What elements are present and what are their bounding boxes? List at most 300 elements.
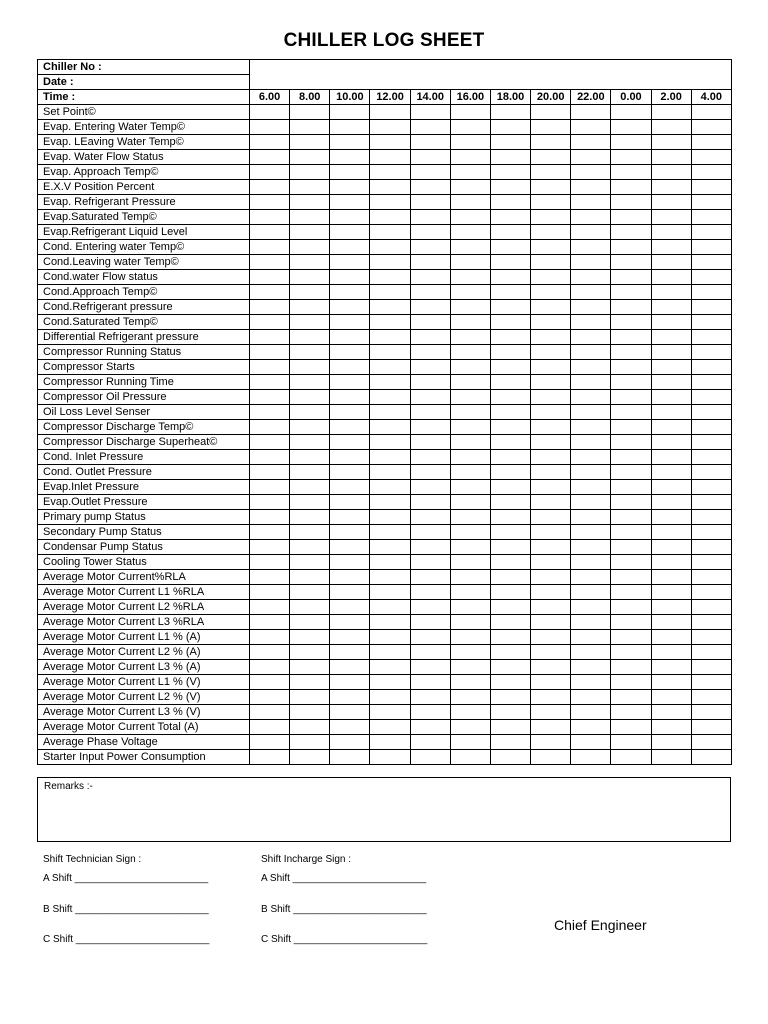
reading-cell[interactable] <box>691 270 731 285</box>
reading-cell[interactable] <box>370 180 410 195</box>
reading-cell[interactable] <box>290 750 330 765</box>
reading-cell[interactable] <box>450 390 490 405</box>
reading-cell[interactable] <box>611 525 651 540</box>
reading-cell[interactable] <box>370 225 410 240</box>
reading-cell[interactable] <box>651 480 691 495</box>
reading-cell[interactable] <box>370 105 410 120</box>
reading-cell[interactable] <box>290 360 330 375</box>
reading-cell[interactable] <box>490 180 530 195</box>
reading-cell[interactable] <box>531 150 571 165</box>
incharge-c-shift-line[interactable]: C Shift ________________________ <box>261 934 428 945</box>
reading-cell[interactable] <box>691 315 731 330</box>
reading-cell[interactable] <box>370 735 410 750</box>
reading-cell[interactable] <box>531 420 571 435</box>
reading-cell[interactable] <box>490 210 530 225</box>
reading-cell[interactable] <box>490 195 530 210</box>
reading-cell[interactable] <box>691 690 731 705</box>
reading-cell[interactable] <box>410 660 450 675</box>
reading-cell[interactable] <box>290 525 330 540</box>
reading-cell[interactable] <box>571 360 611 375</box>
reading-cell[interactable] <box>330 465 370 480</box>
reading-cell[interactable] <box>450 585 490 600</box>
reading-cell[interactable] <box>330 375 370 390</box>
reading-cell[interactable] <box>450 120 490 135</box>
reading-cell[interactable] <box>691 420 731 435</box>
reading-cell[interactable] <box>290 210 330 225</box>
reading-cell[interactable] <box>691 525 731 540</box>
reading-cell[interactable] <box>410 345 450 360</box>
reading-cell[interactable] <box>250 150 290 165</box>
reading-cell[interactable] <box>651 345 691 360</box>
reading-cell[interactable] <box>370 210 410 225</box>
reading-cell[interactable] <box>531 600 571 615</box>
reading-cell[interactable] <box>571 345 611 360</box>
reading-cell[interactable] <box>330 600 370 615</box>
reading-cell[interactable] <box>691 720 731 735</box>
reading-cell[interactable] <box>490 630 530 645</box>
reading-cell[interactable] <box>330 135 370 150</box>
reading-cell[interactable] <box>611 615 651 630</box>
reading-cell[interactable] <box>290 720 330 735</box>
reading-cell[interactable] <box>330 120 370 135</box>
reading-cell[interactable] <box>531 105 571 120</box>
reading-cell[interactable] <box>450 735 490 750</box>
reading-cell[interactable] <box>571 600 611 615</box>
reading-cell[interactable] <box>410 375 450 390</box>
reading-cell[interactable] <box>691 135 731 150</box>
reading-cell[interactable] <box>611 315 651 330</box>
reading-cell[interactable] <box>290 150 330 165</box>
reading-cell[interactable] <box>290 555 330 570</box>
reading-cell[interactable] <box>651 600 691 615</box>
reading-cell[interactable] <box>250 735 290 750</box>
reading-cell[interactable] <box>410 510 450 525</box>
reading-cell[interactable] <box>531 540 571 555</box>
reading-cell[interactable] <box>571 285 611 300</box>
reading-cell[interactable] <box>611 300 651 315</box>
reading-cell[interactable] <box>531 480 571 495</box>
reading-cell[interactable] <box>531 465 571 480</box>
reading-cell[interactable] <box>571 195 611 210</box>
reading-cell[interactable] <box>250 285 290 300</box>
reading-cell[interactable] <box>330 300 370 315</box>
reading-cell[interactable] <box>571 255 611 270</box>
reading-cell[interactable] <box>490 465 530 480</box>
reading-cell[interactable] <box>611 135 651 150</box>
reading-cell[interactable] <box>410 540 450 555</box>
reading-cell[interactable] <box>531 330 571 345</box>
reading-cell[interactable] <box>330 165 370 180</box>
reading-cell[interactable] <box>450 210 490 225</box>
reading-cell[interactable] <box>651 405 691 420</box>
reading-cell[interactable] <box>531 270 571 285</box>
reading-cell[interactable] <box>330 690 370 705</box>
reading-cell[interactable] <box>651 540 691 555</box>
reading-cell[interactable] <box>531 210 571 225</box>
incharge-a-shift-line[interactable]: A Shift ________________________ <box>261 873 427 884</box>
reading-cell[interactable] <box>370 315 410 330</box>
reading-cell[interactable] <box>290 465 330 480</box>
reading-cell[interactable] <box>611 420 651 435</box>
reading-cell[interactable] <box>450 750 490 765</box>
reading-cell[interactable] <box>531 705 571 720</box>
reading-cell[interactable] <box>250 195 290 210</box>
reading-cell[interactable] <box>450 300 490 315</box>
reading-cell[interactable] <box>611 270 651 285</box>
reading-cell[interactable] <box>290 570 330 585</box>
reading-cell[interactable] <box>450 315 490 330</box>
reading-cell[interactable] <box>250 540 290 555</box>
reading-cell[interactable] <box>651 285 691 300</box>
reading-cell[interactable] <box>330 735 370 750</box>
reading-cell[interactable] <box>290 615 330 630</box>
reading-cell[interactable] <box>290 705 330 720</box>
reading-cell[interactable] <box>450 480 490 495</box>
reading-cell[interactable] <box>450 240 490 255</box>
technician-c-shift-line[interactable]: C Shift ________________________ <box>43 934 210 945</box>
reading-cell[interactable] <box>571 510 611 525</box>
reading-cell[interactable] <box>290 480 330 495</box>
reading-cell[interactable] <box>531 225 571 240</box>
reading-cell[interactable] <box>330 540 370 555</box>
reading-cell[interactable] <box>611 345 651 360</box>
reading-cell[interactable] <box>330 285 370 300</box>
reading-cell[interactable] <box>571 270 611 285</box>
reading-cell[interactable] <box>571 390 611 405</box>
reading-cell[interactable] <box>370 435 410 450</box>
reading-cell[interactable] <box>531 450 571 465</box>
reading-cell[interactable] <box>370 165 410 180</box>
reading-cell[interactable] <box>370 195 410 210</box>
reading-cell[interactable] <box>651 195 691 210</box>
reading-cell[interactable] <box>330 435 370 450</box>
reading-cell[interactable] <box>410 150 450 165</box>
reading-cell[interactable] <box>450 450 490 465</box>
reading-cell[interactable] <box>290 600 330 615</box>
reading-cell[interactable] <box>370 600 410 615</box>
reading-cell[interactable] <box>490 330 530 345</box>
reading-cell[interactable] <box>571 630 611 645</box>
reading-cell[interactable] <box>450 420 490 435</box>
reading-cell[interactable] <box>611 210 651 225</box>
reading-cell[interactable] <box>651 270 691 285</box>
reading-cell[interactable] <box>410 585 450 600</box>
reading-cell[interactable] <box>651 675 691 690</box>
reading-cell[interactable] <box>611 435 651 450</box>
reading-cell[interactable] <box>571 735 611 750</box>
reading-cell[interactable] <box>611 225 651 240</box>
reading-cell[interactable] <box>370 240 410 255</box>
reading-cell[interactable] <box>571 585 611 600</box>
reading-cell[interactable] <box>611 195 651 210</box>
reading-cell[interactable] <box>531 570 571 585</box>
reading-cell[interactable] <box>490 240 530 255</box>
reading-cell[interactable] <box>410 330 450 345</box>
reading-cell[interactable] <box>651 465 691 480</box>
reading-cell[interactable] <box>571 105 611 120</box>
reading-cell[interactable] <box>410 120 450 135</box>
reading-cell[interactable] <box>250 330 290 345</box>
reading-cell[interactable] <box>651 240 691 255</box>
reading-cell[interactable] <box>691 585 731 600</box>
reading-cell[interactable] <box>531 435 571 450</box>
reading-cell[interactable] <box>450 540 490 555</box>
reading-cell[interactable] <box>531 630 571 645</box>
reading-cell[interactable] <box>450 660 490 675</box>
reading-cell[interactable] <box>691 210 731 225</box>
reading-cell[interactable] <box>290 735 330 750</box>
reading-cell[interactable] <box>250 390 290 405</box>
reading-cell[interactable] <box>450 165 490 180</box>
reading-cell[interactable] <box>531 645 571 660</box>
reading-cell[interactable] <box>651 135 691 150</box>
reading-cell[interactable] <box>691 240 731 255</box>
reading-cell[interactable] <box>370 495 410 510</box>
reading-cell[interactable] <box>531 135 571 150</box>
reading-cell[interactable] <box>450 150 490 165</box>
reading-cell[interactable] <box>330 195 370 210</box>
reading-cell[interactable] <box>531 360 571 375</box>
reading-cell[interactable] <box>490 510 530 525</box>
reading-cell[interactable] <box>450 180 490 195</box>
reading-cell[interactable] <box>370 660 410 675</box>
reading-cell[interactable] <box>691 570 731 585</box>
reading-cell[interactable] <box>250 435 290 450</box>
reading-cell[interactable] <box>330 315 370 330</box>
reading-cell[interactable] <box>651 705 691 720</box>
reading-cell[interactable] <box>290 165 330 180</box>
reading-cell[interactable] <box>410 630 450 645</box>
reading-cell[interactable] <box>490 360 530 375</box>
reading-cell[interactable] <box>290 195 330 210</box>
reading-cell[interactable] <box>651 105 691 120</box>
reading-cell[interactable] <box>571 120 611 135</box>
reading-cell[interactable] <box>490 705 530 720</box>
reading-cell[interactable] <box>370 255 410 270</box>
reading-cell[interactable] <box>250 615 290 630</box>
reading-cell[interactable] <box>330 525 370 540</box>
reading-cell[interactable] <box>450 135 490 150</box>
reading-cell[interactable] <box>330 225 370 240</box>
reading-cell[interactable] <box>330 750 370 765</box>
reading-cell[interactable] <box>370 330 410 345</box>
reading-cell[interactable] <box>250 660 290 675</box>
reading-cell[interactable] <box>490 300 530 315</box>
reading-cell[interactable] <box>450 330 490 345</box>
reading-cell[interactable] <box>410 465 450 480</box>
reading-cell[interactable] <box>450 720 490 735</box>
reading-cell[interactable] <box>370 525 410 540</box>
reading-cell[interactable] <box>410 300 450 315</box>
reading-cell[interactable] <box>651 210 691 225</box>
reading-cell[interactable] <box>330 390 370 405</box>
reading-cell[interactable] <box>531 675 571 690</box>
reading-cell[interactable] <box>691 615 731 630</box>
reading-cell[interactable] <box>490 345 530 360</box>
reading-cell[interactable] <box>651 375 691 390</box>
reading-cell[interactable] <box>531 375 571 390</box>
reading-cell[interactable] <box>571 180 611 195</box>
reading-cell[interactable] <box>611 360 651 375</box>
reading-cell[interactable] <box>611 510 651 525</box>
reading-cell[interactable] <box>490 540 530 555</box>
reading-cell[interactable] <box>651 360 691 375</box>
reading-cell[interactable] <box>450 285 490 300</box>
reading-cell[interactable] <box>651 165 691 180</box>
reading-cell[interactable] <box>691 195 731 210</box>
reading-cell[interactable] <box>490 645 530 660</box>
reading-cell[interactable] <box>490 690 530 705</box>
reading-cell[interactable] <box>490 165 530 180</box>
reading-cell[interactable] <box>611 105 651 120</box>
reading-cell[interactable] <box>571 720 611 735</box>
reading-cell[interactable] <box>651 630 691 645</box>
reading-cell[interactable] <box>531 585 571 600</box>
reading-cell[interactable] <box>651 645 691 660</box>
reading-cell[interactable] <box>571 495 611 510</box>
reading-cell[interactable] <box>250 225 290 240</box>
reading-cell[interactable] <box>490 105 530 120</box>
reading-cell[interactable] <box>250 465 290 480</box>
reading-cell[interactable] <box>611 255 651 270</box>
reading-cell[interactable] <box>531 510 571 525</box>
reading-cell[interactable] <box>290 120 330 135</box>
reading-cell[interactable] <box>571 570 611 585</box>
reading-cell[interactable] <box>250 300 290 315</box>
reading-cell[interactable] <box>490 150 530 165</box>
reading-cell[interactable] <box>571 465 611 480</box>
reading-cell[interactable] <box>611 690 651 705</box>
reading-cell[interactable] <box>330 330 370 345</box>
reading-cell[interactable] <box>410 690 450 705</box>
reading-cell[interactable] <box>691 645 731 660</box>
reading-cell[interactable] <box>571 435 611 450</box>
reading-cell[interactable] <box>450 690 490 705</box>
reading-cell[interactable] <box>611 390 651 405</box>
reading-cell[interactable] <box>370 375 410 390</box>
reading-cell[interactable] <box>490 750 530 765</box>
reading-cell[interactable] <box>330 405 370 420</box>
reading-cell[interactable] <box>250 105 290 120</box>
reading-cell[interactable] <box>611 675 651 690</box>
reading-cell[interactable] <box>330 510 370 525</box>
reading-cell[interactable] <box>330 630 370 645</box>
reading-cell[interactable] <box>290 675 330 690</box>
reading-cell[interactable] <box>250 705 290 720</box>
reading-cell[interactable] <box>250 645 290 660</box>
reading-cell[interactable] <box>370 120 410 135</box>
reading-cell[interactable] <box>531 120 571 135</box>
reading-cell[interactable] <box>410 615 450 630</box>
reading-cell[interactable] <box>490 120 530 135</box>
reading-cell[interactable] <box>290 645 330 660</box>
reading-cell[interactable] <box>290 270 330 285</box>
reading-cell[interactable] <box>651 420 691 435</box>
reading-cell[interactable] <box>571 660 611 675</box>
reading-cell[interactable] <box>370 300 410 315</box>
reading-cell[interactable] <box>410 420 450 435</box>
reading-cell[interactable] <box>410 195 450 210</box>
reading-cell[interactable] <box>330 105 370 120</box>
reading-cell[interactable] <box>410 735 450 750</box>
reading-cell[interactable] <box>410 705 450 720</box>
reading-cell[interactable] <box>691 540 731 555</box>
reading-cell[interactable] <box>611 150 651 165</box>
reading-cell[interactable] <box>571 330 611 345</box>
reading-cell[interactable] <box>490 555 530 570</box>
reading-cell[interactable] <box>250 450 290 465</box>
reading-cell[interactable] <box>490 675 530 690</box>
reading-cell[interactable] <box>691 600 731 615</box>
reading-cell[interactable] <box>651 615 691 630</box>
reading-cell[interactable] <box>370 420 410 435</box>
reading-cell[interactable] <box>691 105 731 120</box>
reading-cell[interactable] <box>250 675 290 690</box>
reading-cell[interactable] <box>691 495 731 510</box>
reading-cell[interactable] <box>691 120 731 135</box>
reading-cell[interactable] <box>651 225 691 240</box>
reading-cell[interactable] <box>691 165 731 180</box>
technician-a-shift-line[interactable]: A Shift ________________________ <box>43 873 209 884</box>
reading-cell[interactable] <box>450 495 490 510</box>
reading-cell[interactable] <box>250 315 290 330</box>
reading-cell[interactable] <box>651 390 691 405</box>
reading-cell[interactable] <box>531 195 571 210</box>
reading-cell[interactable] <box>531 180 571 195</box>
reading-cell[interactable] <box>450 105 490 120</box>
reading-cell[interactable] <box>691 555 731 570</box>
reading-cell[interactable] <box>370 480 410 495</box>
reading-cell[interactable] <box>290 300 330 315</box>
reading-cell[interactable] <box>691 735 731 750</box>
reading-cell[interactable] <box>450 360 490 375</box>
reading-cell[interactable] <box>611 480 651 495</box>
reading-cell[interactable] <box>531 390 571 405</box>
reading-cell[interactable] <box>290 285 330 300</box>
reading-cell[interactable] <box>490 480 530 495</box>
reading-cell[interactable] <box>571 210 611 225</box>
reading-cell[interactable] <box>531 735 571 750</box>
reading-cell[interactable] <box>250 135 290 150</box>
reading-cell[interactable] <box>370 285 410 300</box>
reading-cell[interactable] <box>490 495 530 510</box>
reading-cell[interactable] <box>410 255 450 270</box>
reading-cell[interactable] <box>571 675 611 690</box>
reading-cell[interactable] <box>490 135 530 150</box>
reading-cell[interactable] <box>531 615 571 630</box>
reading-cell[interactable] <box>290 540 330 555</box>
reading-cell[interactable] <box>611 495 651 510</box>
reading-cell[interactable] <box>490 570 530 585</box>
reading-cell[interactable] <box>330 615 370 630</box>
reading-cell[interactable] <box>450 255 490 270</box>
reading-cell[interactable] <box>490 585 530 600</box>
reading-cell[interactable] <box>290 315 330 330</box>
reading-cell[interactable] <box>450 375 490 390</box>
reading-cell[interactable] <box>250 255 290 270</box>
reading-cell[interactable] <box>290 105 330 120</box>
reading-cell[interactable] <box>290 405 330 420</box>
reading-cell[interactable] <box>571 615 611 630</box>
reading-cell[interactable] <box>450 225 490 240</box>
reading-cell[interactable] <box>410 495 450 510</box>
reading-cell[interactable] <box>410 285 450 300</box>
reading-cell[interactable] <box>370 540 410 555</box>
reading-cell[interactable] <box>290 240 330 255</box>
reading-cell[interactable] <box>691 510 731 525</box>
reading-cell[interactable] <box>571 315 611 330</box>
reading-cell[interactable] <box>370 510 410 525</box>
